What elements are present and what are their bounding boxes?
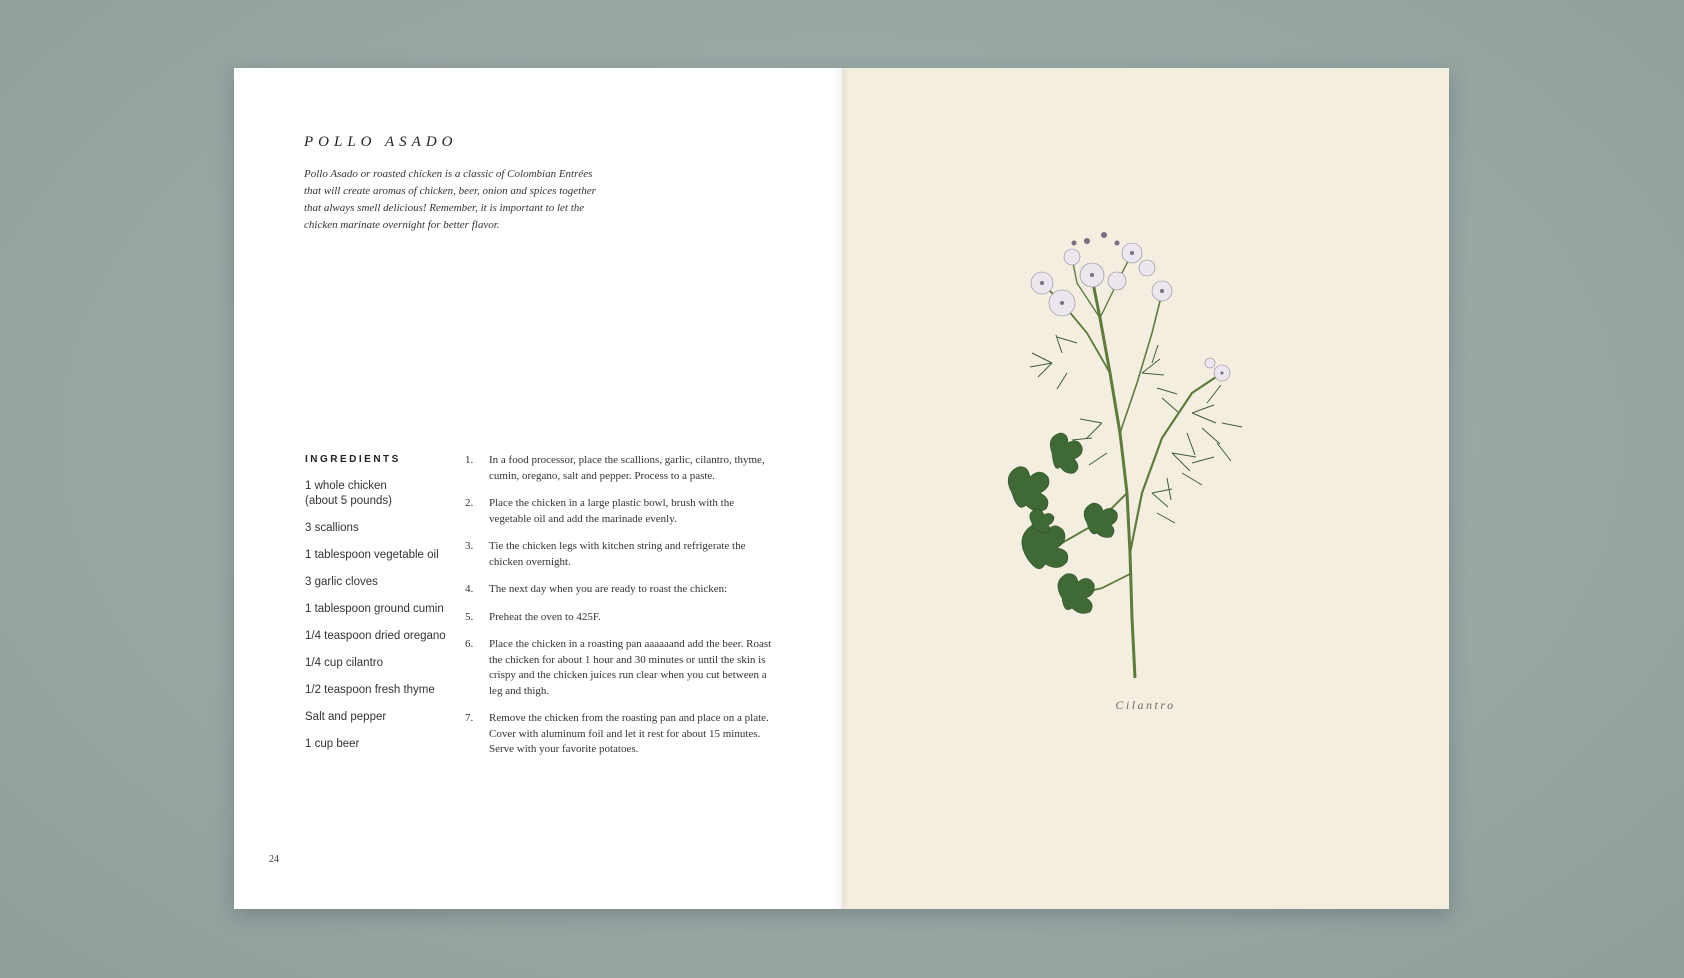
step-number: 3. (465, 540, 474, 552)
instruction-step (465, 711, 775, 758)
ingredient-item: 1 tablespoon ground cumin (305, 603, 444, 615)
left-page (234, 68, 842, 909)
step-number: 2. (465, 497, 474, 509)
instruction-step (465, 453, 775, 484)
page-number: 24 (269, 854, 279, 865)
right-page (842, 68, 1449, 909)
ingredient-item: Salt and pepper (305, 711, 387, 723)
instruction-step (465, 637, 775, 699)
ingredient-item: 1 cup beer (305, 738, 360, 750)
instruction-step (465, 610, 775, 626)
ingredient-item: 1 whole chicken (about 5 pounds) (305, 480, 392, 507)
step-text: Place the chicken in a large plastic bowl, brush with the vegetable oil and add the marinade evenly. (489, 497, 735, 525)
step-number: 6. (465, 638, 474, 650)
ingredient-item: 1 tablespoon vegetable oil (305, 549, 439, 561)
book-gutter (834, 68, 850, 909)
instruction-step (465, 582, 775, 598)
recipe-intro: Pollo Asado or roasted chicken is a classic of Colombian Entrées that will create aromas of chicken, beer, onion and spices together that always smell delicious! Remember, it is important to let the chicken marinate overnight for better flavor. (304, 168, 596, 231)
ingredient-item: 1/4 teaspoon dried oregano (305, 630, 446, 642)
instruction-step (465, 496, 775, 527)
cilantro-plant-illustration (992, 223, 1292, 683)
ingredient-item: 3 scallions (305, 522, 359, 534)
instructions-list (465, 453, 775, 770)
step-text: In a food processor, place the scallions, garlic, cilantro, thyme, cumin, oregano, salt and pepper. Process to a paste. (489, 454, 765, 482)
ingredients-heading: INGREDIENTS (305, 454, 401, 465)
step-number: 4. (465, 583, 474, 595)
step-text: Preheat the oven to 425F. (489, 610, 601, 623)
step-text: The next day when you are ready to roast the chicken: (489, 583, 728, 595)
step-number: 7. (465, 712, 474, 724)
instruction-step (465, 539, 775, 570)
book-spread (234, 68, 1449, 909)
ingredient-item: 1/2 teaspoon fresh thyme (305, 684, 435, 696)
step-number: 1. (465, 454, 474, 466)
ingredient-item: 3 garlic cloves (305, 576, 378, 588)
ingredients-list (305, 479, 455, 764)
ingredient-item: 1/4 cup cilantro (305, 657, 383, 669)
step-number: 5. (465, 610, 474, 623)
step-text: Place the chicken in a roasting pan aaaaaand add the beer. Roast the chicken for about 1 hour and 30 minutes or until the skin is crispy and the chicken juices run clear when you cut between a leg and thigh. (489, 638, 772, 697)
step-text: Remove the chicken from the roasting pan and place on a plate. Cover with aluminum foil and let it rest for about 15 minutes. Serve with your favorite potatoes. (489, 712, 769, 755)
step-text: Tie the chicken legs with kitchen string and refrigerate the chicken overnight. (489, 540, 746, 568)
illustration-caption: Cilantro (1115, 698, 1176, 712)
recipe-title: POLLO ASADO (304, 134, 458, 150)
